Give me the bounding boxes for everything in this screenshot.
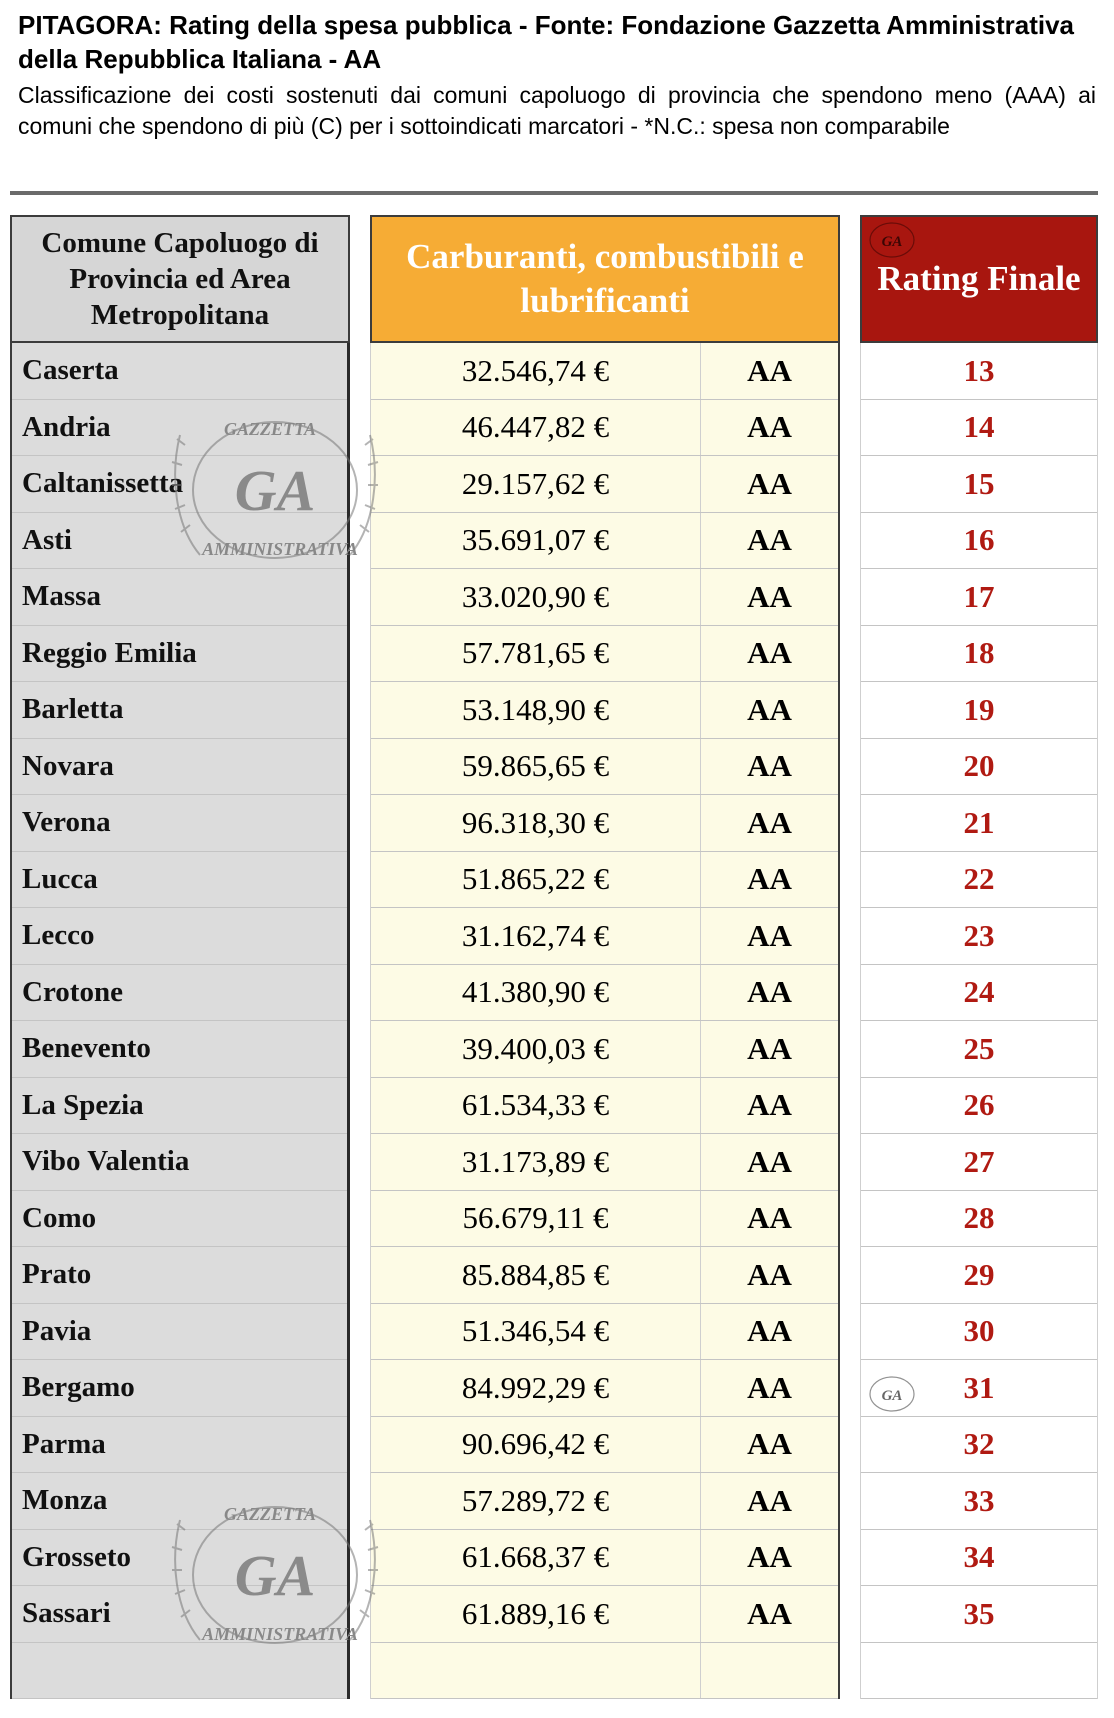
- table-row: [861, 1247, 1097, 1304]
- table-row: [371, 626, 838, 683]
- city-name: Monza: [22, 1484, 108, 1517]
- cost-grade: AA: [747, 409, 792, 445]
- final-rank: 19: [963, 691, 995, 727]
- table-row: [371, 1643, 838, 1700]
- table-row: [371, 739, 838, 796]
- table-row: [861, 513, 1097, 570]
- table-row: [12, 1360, 347, 1417]
- cost-column-body: [370, 343, 840, 1699]
- table-row: [371, 513, 838, 570]
- table-row: [861, 1134, 1097, 1191]
- table-row: [371, 795, 838, 852]
- city-name: Como: [22, 1201, 97, 1234]
- rating-column-header-label: Rating Finale: [877, 259, 1081, 298]
- cost-grade: AA: [747, 522, 792, 558]
- final-rank: 26: [963, 1087, 995, 1123]
- cost-amount: 41.380,90 €: [371, 965, 701, 1021]
- final-rank: 25: [963, 1030, 995, 1066]
- final-rank: 14: [963, 409, 995, 445]
- rating-column: [860, 215, 1098, 1699]
- table-row: [861, 400, 1097, 457]
- table-row: [12, 400, 347, 457]
- table-row: [12, 908, 347, 965]
- cost-grade: AA: [747, 974, 792, 1010]
- final-rank: 17: [963, 578, 995, 614]
- table-row: [12, 852, 347, 909]
- city-name: Lucca: [22, 862, 98, 895]
- table-row: [371, 343, 838, 400]
- final-rank: 21: [963, 804, 995, 840]
- table-row: [371, 965, 838, 1022]
- table-row: [861, 1191, 1097, 1248]
- table-row: [12, 1417, 347, 1474]
- cost-amount: 46.447,82 €: [371, 400, 701, 456]
- cost-amount: 31.173,89 €: [371, 1134, 701, 1190]
- table-row: [861, 739, 1097, 796]
- table-row: [12, 682, 347, 739]
- city-column-body: [10, 343, 350, 1699]
- final-rank: 23: [963, 917, 995, 953]
- cost-grade: AA: [747, 1200, 792, 1236]
- table-row: [12, 1078, 347, 1135]
- table-row: [371, 1473, 838, 1530]
- rating-column-header: [860, 215, 1098, 343]
- table-row: [12, 1473, 347, 1530]
- city-name: Andria: [22, 410, 111, 443]
- cost-amount: 61.668,37 €: [371, 1530, 701, 1586]
- final-rank: 29: [963, 1256, 995, 1292]
- final-rank: 20: [963, 748, 995, 784]
- table-row: [371, 682, 838, 739]
- table-row: [861, 1586, 1097, 1643]
- table-row: [861, 852, 1097, 909]
- city-name: La Spezia: [22, 1088, 144, 1121]
- cost-grade: AA: [747, 465, 792, 501]
- cost-amount: 59.865,65 €: [371, 739, 701, 795]
- table-row: [12, 1247, 347, 1304]
- table-row: [861, 682, 1097, 739]
- city-name: Parma: [22, 1427, 106, 1460]
- table-row: [371, 1530, 838, 1587]
- cost-amount: 39.400,03 €: [371, 1021, 701, 1077]
- city-name: Caltanissetta: [22, 467, 184, 500]
- city-name: Caserta: [22, 354, 119, 387]
- cost-amount: 90.696,42 €: [371, 1417, 701, 1473]
- cost-amount: 61.534,33 €: [371, 1078, 701, 1134]
- cost-grade: AA: [747, 1482, 792, 1518]
- city-name: Sassari: [22, 1597, 111, 1630]
- cost-grade: AA: [747, 635, 792, 671]
- table-row: [861, 908, 1097, 965]
- table-row: [861, 1530, 1097, 1587]
- city-name: Asti: [22, 523, 72, 556]
- table-row: [12, 343, 347, 400]
- table-row: [12, 1530, 347, 1587]
- table-row: [12, 1021, 347, 1078]
- table-row: [861, 343, 1097, 400]
- table-row: [371, 1021, 838, 1078]
- seal-monogram: GA: [234, 458, 316, 523]
- table-row: [12, 1191, 347, 1248]
- seal-bottom-text: AMMINISTRATIVA: [202, 539, 358, 559]
- seal-top-text: GAZZETTA: [223, 1504, 317, 1524]
- cost-amount: 96.318,30 €: [371, 795, 701, 851]
- table-row: [371, 1417, 838, 1474]
- city-name: Barletta: [22, 693, 124, 726]
- cost-grade: AA: [747, 861, 792, 897]
- cost-amount: 57.781,65 €: [371, 626, 701, 682]
- cost-grade: AA: [747, 1143, 792, 1179]
- cost-amount: 61.889,16 €: [371, 1586, 701, 1642]
- city-column: [10, 215, 350, 1699]
- city-name: Bergamo: [22, 1371, 135, 1404]
- table-row: [12, 1134, 347, 1191]
- cost-column: [370, 215, 840, 1699]
- table-row: [861, 1417, 1097, 1474]
- city-name: Prato: [22, 1258, 92, 1291]
- cost-amount: 51.865,22 €: [371, 852, 701, 908]
- cost-amount: 56.679,11 €: [371, 1191, 701, 1247]
- city-column-header: Comune Capoluogo di Provincia ed Area Metropolitana: [10, 215, 350, 343]
- table-row: [861, 456, 1097, 513]
- cost-grade: AA: [747, 917, 792, 953]
- city-name: Pavia: [22, 1314, 92, 1347]
- table-row: [371, 852, 838, 909]
- table-row: [371, 1247, 838, 1304]
- table-row: [12, 739, 347, 796]
- cost-grade: AA: [747, 748, 792, 784]
- table-row: [861, 965, 1097, 1022]
- cost-grade: AA: [747, 1087, 792, 1123]
- final-rank: 24: [963, 974, 995, 1010]
- rating-column-body: [860, 343, 1098, 1699]
- final-rank: 13: [963, 352, 995, 388]
- table-row: [371, 1191, 838, 1248]
- cost-amount: 35.691,07 €: [371, 513, 701, 569]
- cost-amount: 31.162,74 €: [371, 908, 701, 964]
- table-row: [12, 1586, 347, 1643]
- city-name: Verona: [22, 806, 111, 839]
- city-name: Vibo Valentia: [22, 1145, 190, 1178]
- table-row: [861, 1021, 1097, 1078]
- table-row: [12, 626, 347, 683]
- final-rank: 31: [963, 1369, 995, 1405]
- cost-grade: AA: [747, 1030, 792, 1066]
- final-rank: 28: [963, 1200, 995, 1236]
- table-row: [12, 795, 347, 852]
- table-row: [861, 1304, 1097, 1361]
- cost-grade: AA: [747, 1256, 792, 1292]
- table-row: [371, 1586, 838, 1643]
- seal-monogram: GA: [881, 234, 903, 250]
- city-name: Novara: [22, 749, 114, 782]
- table-row: [861, 795, 1097, 852]
- final-rank: 15: [963, 465, 995, 501]
- cost-grade: AA: [747, 691, 792, 727]
- city-name: Benevento: [22, 1032, 151, 1065]
- cost-grade: AA: [747, 1313, 792, 1349]
- table-row: [371, 1304, 838, 1361]
- table-row: [371, 1134, 838, 1191]
- cost-grade: AA: [747, 578, 792, 614]
- table-row: [861, 1360, 1097, 1417]
- seal-top-text: GAZZETTA: [223, 419, 317, 439]
- table-row: [12, 456, 347, 513]
- page-subtitle: Classificazione dei costi sostenuti dai comuni capoluogo di provincia che spendono meno (AAA) ai comuni che spendono di più (C) per i sottoindicati marcatori - *N.C.: spesa non comparabile: [18, 82, 1096, 139]
- final-rank: 16: [963, 522, 995, 558]
- final-rank: 32: [963, 1426, 995, 1462]
- final-rank: 27: [963, 1143, 995, 1179]
- cost-grade: AA: [747, 1426, 792, 1462]
- table-row: [861, 1643, 1097, 1700]
- city-name: Reggio Emilia: [22, 636, 197, 669]
- cost-amount: 33.020,90 €: [371, 569, 701, 625]
- final-rank: 34: [963, 1539, 995, 1575]
- table-row: [371, 569, 838, 626]
- cost-grade: AA: [747, 1595, 792, 1631]
- page-title: PITAGORA: Rating della spesa pubblica - Fonte: Fondazione Gazzetta Amministrativa della Repubblica Italiana - AA: [18, 10, 1075, 74]
- table-row: [371, 1360, 838, 1417]
- table-row: [371, 456, 838, 513]
- cost-amount-empty: [371, 1643, 701, 1699]
- table-row: [371, 1078, 838, 1135]
- table-row: [12, 965, 347, 1022]
- table-row: [861, 626, 1097, 683]
- seal-monogram: GA: [234, 1543, 316, 1608]
- final-rank: 18: [963, 635, 995, 671]
- seal-monogram: GA: [881, 1388, 903, 1404]
- cost-grade: AA: [747, 1539, 792, 1575]
- table-row: [861, 1473, 1097, 1530]
- table-row: [12, 569, 347, 626]
- table-row: [861, 569, 1097, 626]
- final-rank: 22: [963, 861, 995, 897]
- final-rank: 30: [963, 1313, 995, 1349]
- table-row: [861, 1078, 1097, 1135]
- cost-grade: AA: [747, 352, 792, 388]
- city-name: Crotone: [22, 975, 123, 1008]
- cost-grade: AA: [747, 1369, 792, 1405]
- table-row: [12, 1643, 347, 1700]
- seal-bottom-text: AMMINISTRATIVA: [202, 1624, 358, 1644]
- table-row: [371, 908, 838, 965]
- cost-amount: 53.148,90 €: [371, 682, 701, 738]
- table-row: [371, 400, 838, 457]
- final-rank: 35: [963, 1595, 995, 1631]
- table-row: [12, 513, 347, 570]
- city-name: Grosseto: [22, 1540, 132, 1573]
- final-rank: 33: [963, 1482, 995, 1518]
- table-row: [12, 1304, 347, 1361]
- cost-amount: 32.546,74 €: [371, 343, 701, 399]
- city-name: Massa: [22, 580, 101, 613]
- header-divider: [10, 191, 1098, 195]
- cost-amount: 57.289,72 €: [371, 1473, 701, 1529]
- cost-grade: AA: [747, 804, 792, 840]
- cost-amount: 29.157,62 €: [371, 456, 701, 512]
- cost-amount: 51.346,54 €: [371, 1304, 701, 1360]
- city-name: Lecco: [22, 919, 95, 952]
- cost-amount: 85.884,85 €: [371, 1247, 701, 1303]
- cost-amount: 84.992,29 €: [371, 1360, 701, 1416]
- cost-column-header: Carburanti, combustibili e lubrificanti: [370, 215, 840, 343]
